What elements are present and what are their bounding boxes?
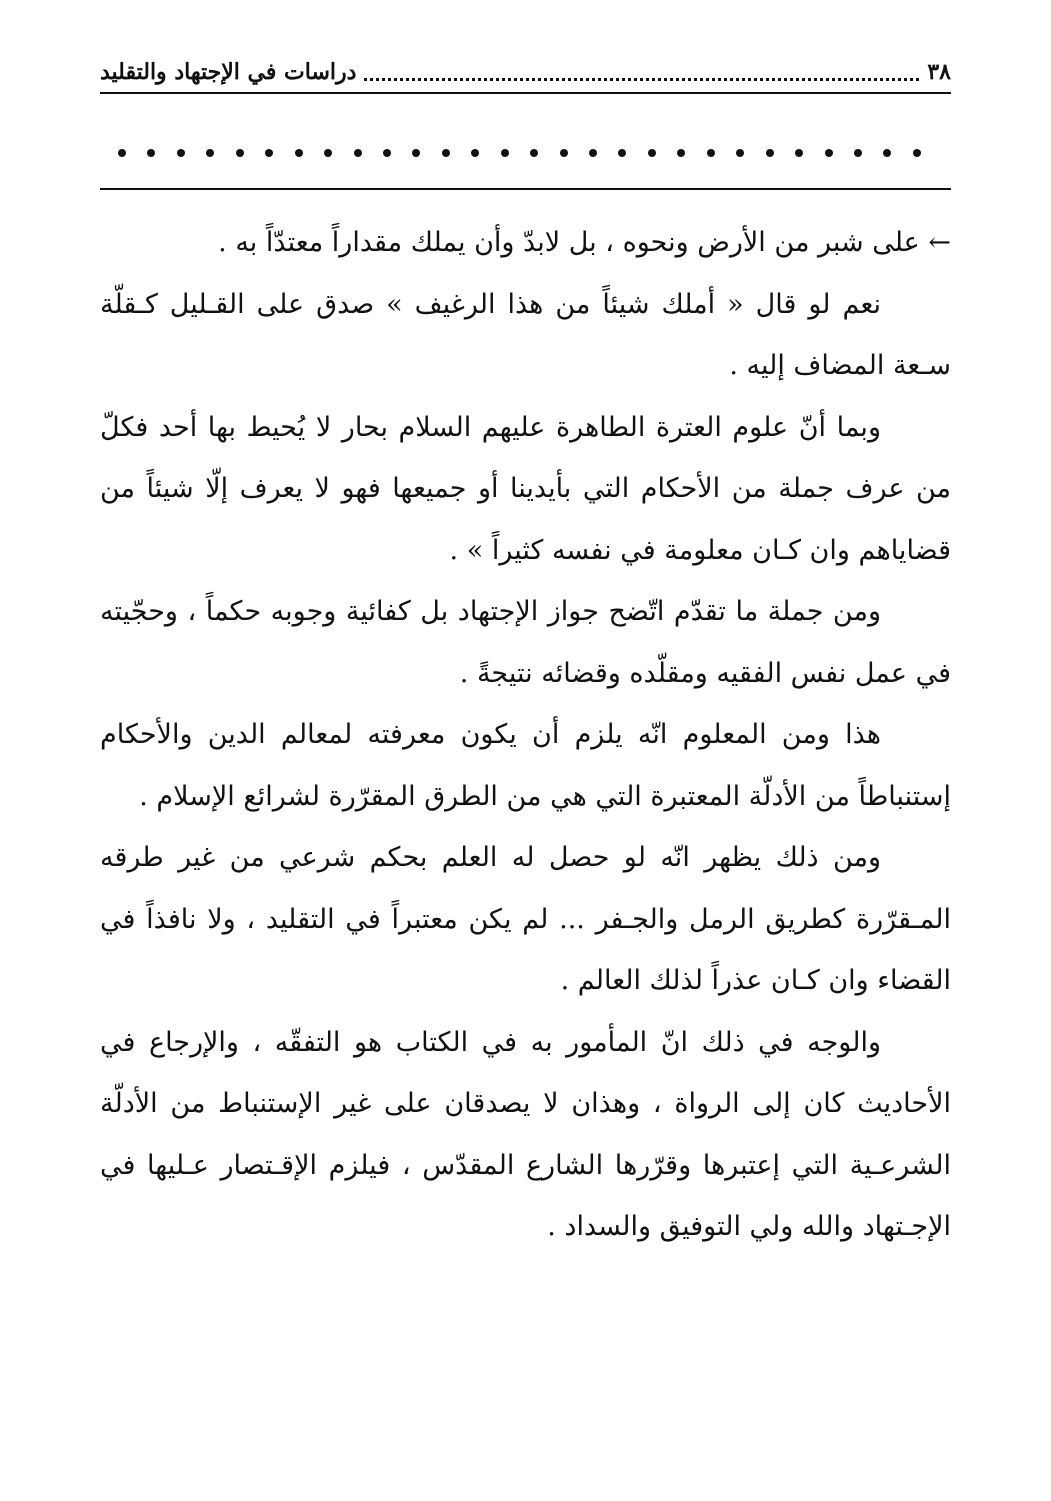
separator-dot — [295, 149, 303, 157]
running-header — [100, 52, 951, 94]
separator-dot — [442, 149, 450, 157]
separator-dot — [236, 149, 244, 157]
separator-dot — [854, 149, 862, 157]
separator-dot — [766, 149, 774, 157]
separator-dot — [501, 149, 509, 157]
separator-dot — [324, 149, 332, 157]
dotted-leader — [364, 64, 919, 81]
main-text — [100, 212, 951, 1258]
paragraph-continuation: ← على شبر من الأرض ونحوه ، بل لابدّ وأن يملك مقداراً معتدّاً به . — [218, 227, 951, 258]
separator-dot — [177, 149, 185, 157]
separator-dot — [354, 149, 362, 157]
paragraph: ومن ذلك يظهر انّه لو حصل له العلم بحكم شرعي من غير طرقه المـقرّرة كطريق الرمل والجـفر ... لم يكن معتبراً في التقليد ، ولا نافذاً في القضاء وان كـان عذراً لذلك العالم . — [100, 842, 951, 996]
separator-dot — [412, 149, 420, 157]
separator-dot — [913, 149, 921, 157]
separator-dot — [736, 149, 744, 157]
separator-dot — [795, 149, 803, 157]
separator-dot — [530, 149, 538, 157]
paragraph: ومن جملة ما تقدّم اتّضح جواز الإجتهاد بل كفائية وجوبه حكماً ، وحجّيته في عمل نفس الفقيه ومقلّده وقضائه نتيجةً . — [100, 596, 951, 689]
separator-dot — [560, 149, 568, 157]
separator-dot — [707, 149, 715, 157]
separator-dot — [648, 149, 656, 157]
footnote-divider — [100, 188, 951, 190]
paragraph: هذا ومن المعلوم انّه يلزم أن يكون معرفته لمعالم الدين والأحكام إستنباطاً من الأدلّة المعتبرة التي هي من الطرق المقرّرة لشرائع الإسلام . — [100, 719, 951, 812]
paragraph: وبما أنّ علوم العترة الطاهرة عليهم السلام بحار لا يُحيط بها أحد فكلّ من عرف جملة من الأحكام التي بأيدينا أو جميعها فهو لا يعرف إلّا شيئاً من قضاياهم وان كـان معلومة في نفسه كثيراً » . — [100, 411, 951, 566]
separator-dot — [883, 149, 891, 157]
separator-dot — [383, 149, 391, 157]
dotted-separator — [118, 138, 921, 168]
separator-dot — [265, 149, 273, 157]
separator-dot — [677, 149, 685, 157]
separator-dot — [147, 149, 155, 157]
separator-dot — [206, 149, 214, 157]
separator-dot — [618, 149, 626, 157]
separator-dot — [471, 149, 479, 157]
book-title: دراسات في الإجتهاد والتقليد — [100, 59, 357, 85]
separator-dot — [118, 149, 126, 157]
paragraph: نعم لو قال « أملك شيئاً من هذا الرغيف » صدق على القـليل كـقلّة سـعة المضاف إليه . — [100, 288, 951, 381]
paragraph: والوجه في ذلك انّ المأمور به في الكتاب هو التفقّه ، والإرجاع في الأحاديث كان إلى الرواة ، وهذان لا يصدقان على غير الإستنباط من الأدلّة الشرعـية التي إعتبرها وقرّرها الشارع المقدّس ، فيلزم الإقـتصار عـليها في الإجـتهاد والله ولي التوفيق والسداد . — [100, 1026, 951, 1242]
separator-dot — [825, 149, 833, 157]
separator-dot — [589, 149, 597, 157]
page-number: ٣٨ — [927, 59, 951, 85]
